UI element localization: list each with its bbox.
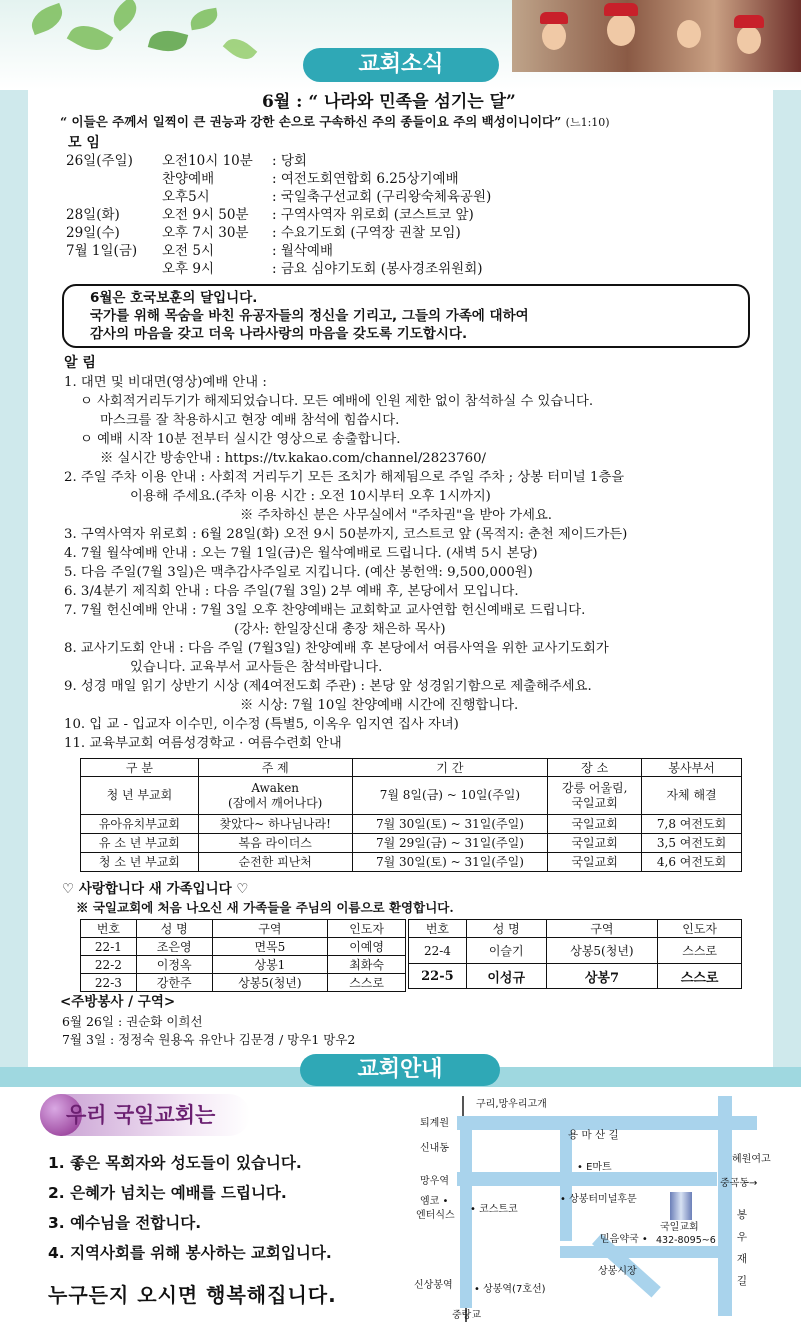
family-number: 22-3 [81,974,137,992]
announcement-line: 8. 교사기도회 안내 : 다음 주일 (7월3일) 찬양예배 후 본당에서 여름사역을 위한 교사기도회가 [64,641,609,656]
meeting-time: 오후 9시 [162,261,215,277]
notice-line: 국가를 위해 목숨을 바친 유공자들의 정신을 기리고, 그들의 가족에 대하여 [90,308,529,324]
map-label: 432-8095~6 [656,1235,716,1246]
map-label: 엔터식스 [416,1210,455,1221]
announcements-heading: 알 림 [64,355,96,371]
notice-line: 감사의 마음을 갖고 더욱 나라사랑의 마음을 갖도록 기도합시다. [90,326,468,342]
road-yongmasan [457,1116,757,1130]
meeting-day: 29일(수) [66,225,120,241]
family-name: 강한주 [136,974,212,992]
map-label: 믿음약국 • [600,1234,648,1245]
announcement-line: 5. 다음 주일(7월 3일)은 맥추감사주일로 지킵니다. (예산 봉헌액: 9,500,000원) [64,565,533,580]
family-guide: 스스로 [658,938,742,964]
map-label: 국일교회 [660,1222,699,1233]
announcement-line: 9. 성경 매일 읽기 상반기 시상 (제4여전도회 주관) : 본당 앞 성경읽기함으로 제출해주세요. [64,679,592,694]
heart-icon: ♡ [62,881,75,897]
program-division: 유 소 년 부교회 [81,834,199,853]
announcement-line: (강사: 한일장신대 총장 채은하 목사) [234,622,446,637]
table-row [81,938,406,956]
family-number: 22-5 [409,964,467,989]
family-district: 상봉7 [546,964,658,989]
table-header-row [81,759,742,777]
meeting-time: 오전10시 10분 [162,153,253,169]
table-row [81,853,742,872]
program-theme: Awaken (잠에서 깨어나다) [198,777,352,815]
table-header: 번호 [409,920,467,938]
meeting-time: 오후 7시 30분 [162,225,249,241]
table-row [81,777,742,815]
program-division: 유아유치부교회 [81,815,199,834]
theme-title: 6월 : “ 나라와 민족을 섬기는 달” [262,92,516,112]
map-label: • 상봉터미널후문 [560,1194,637,1205]
table-header: 봉사부서 [642,759,742,777]
program-place: 국일교회 [548,815,642,834]
new-family-table-right [408,919,742,989]
announcement-line: 1. 대면 및 비대면(영상)예배 안내 : [64,375,267,390]
table-header: 성 명 [466,920,546,938]
meeting-desc: : 월삭예배 [272,243,334,259]
church-point: 4. 지역사회를 위해 봉사하는 교회입니다. [48,1244,332,1262]
map-label: 중랑교 [452,1310,481,1321]
summer-programs-table [80,758,742,872]
news-banner [303,48,499,82]
info-banner-title: 교회안내 [357,1057,443,1082]
info-banner [300,1054,500,1086]
program-division: 청 년 부교회 [81,777,199,815]
table-header: 구 분 [81,759,199,777]
family-name: 이정옥 [136,956,212,974]
meeting-time: 오전 9시 50분 [162,207,249,223]
program-division: 청 소 년 부교회 [81,853,199,872]
church-point: 3. 예수님을 전합니다. [48,1214,202,1232]
arrow-up [462,1096,464,1116]
road-bongujae [718,1096,732,1316]
table-header: 구역 [212,920,328,938]
notice-line: 6월은 호국보훈의 달입니다. [90,290,258,306]
heart-icon: ♡ [236,881,249,897]
meeting-desc: : 구역사역자 위로회 (코스트코 앞) [272,207,474,223]
table-header: 기 간 [352,759,548,777]
program-theme: 찾았다~ 하나님나라! [198,815,352,834]
program-place: 강릉 어울림, 국일교회 [548,777,642,815]
theme-verse: “ 이들은 주께서 일찍이 큰 권능과 강한 손으로 구속하신 주의 종들이요 주의 백성이니이다” (느1:10) [60,114,610,129]
announcement-line: ※ 시상: 7월 10일 찬양예배 시간에 진행합니다. [240,698,519,713]
church-point: 2. 은혜가 넘치는 예배를 드립니다. [48,1184,287,1202]
map-label: 중곡동→ [720,1178,758,1189]
map-label: 신내동 [420,1143,449,1154]
program-period: 7월 30일(토) ~ 31일(주일) [352,853,548,872]
family-name: 조은영 [136,938,212,956]
church-point: 1. 좋은 목회자와 성도들이 있습니다. [48,1154,302,1172]
map-label: • 코스트코 [470,1204,518,1215]
table-row [81,974,406,992]
map-label: 상봉시장 [598,1266,637,1277]
family-number: 22-4 [409,938,467,964]
closing-text: 누구든지 오시면 행복해집니다. [48,1283,337,1307]
announcement-line: 10. 입 교 - 입교자 이수민, 이수정 (특별5, 이옥우 임지연 집사 자녀) [64,717,459,732]
map-label: • 상봉역(7호선) [474,1284,546,1295]
table-header: 인도자 [328,920,406,938]
new-family-subtitle: ※ 국일교회에 처음 나오신 새 가족들을 주님의 이름으로 환영합니다. [76,900,454,915]
family-name: 이성규 [466,964,546,989]
slogan-title: 우리 국일교회는 [66,1103,216,1127]
meeting-time: 오전 5시 [162,243,215,259]
announcement-line: 7. 7월 헌신예배 안내 : 7월 3일 오후 찬양예배는 교회학교 교사연합 헌신예배로 드립니다. [64,603,586,618]
family-guide: 스스로 [328,974,406,992]
announcement-line: 3. 구역사역자 위로회 : 6월 28일(화) 오전 9시 50분까지, 코스트코 앞 (목적지: 춘천 제이드가든) [64,527,628,542]
choir-photo [512,0,801,72]
table-row [409,938,742,964]
news-banner-title: 교회소식 [358,52,444,77]
announcement-line: 4. 7월 월삭예배 안내 : 오는 7월 1일(금)은 월삭예배로 드립니다. (새벽 5시 본당) [64,546,538,561]
map-label: 망우역 [420,1176,449,1187]
meeting-desc: : 국일축구선교회 (구리왕숙체육공원) [272,189,492,205]
church-map [412,1096,771,1324]
announcement-line: 11. 교육부교회 여름성경학교 · 여름수련회 안내 [64,736,342,751]
map-label: 신상봉역 [414,1280,453,1291]
road-mangu [457,1172,717,1186]
program-dept: 4,6 여전도회 [642,853,742,872]
program-theme: 복음 라이더스 [198,834,352,853]
map-label: • E마트 [577,1162,612,1173]
announcement-line: 2. 주일 주차 이용 안내 : 사회적 거리두기 모든 조치가 해제됨으로 주일 주차 ; 상봉 터미널 1층을 [64,470,625,485]
family-number: 22-2 [81,956,137,974]
family-district: 상봉5(청년) [546,938,658,964]
table-header: 성 명 [136,920,212,938]
meetings-heading: 모 임 [68,135,100,151]
kitchen-line: 6월 26일 : 권순화 이희선 [62,1014,203,1029]
meeting-time: 오후5시 [162,189,210,205]
table-row [81,834,742,853]
family-name: 이슬기 [466,938,546,964]
announcement-line: 이용해 주세요.(주차 이용 시간 : 오전 10시부터 오후 1시까지) [130,489,491,504]
table-header: 번호 [81,920,137,938]
family-district: 상봉1 [212,956,328,974]
family-district: 상봉5(청년) [212,974,328,992]
announcement-line: ※ 주차하신 분은 사무실에서 "주차권"을 받아 가세요. [240,508,553,523]
family-number: 22-1 [81,938,137,956]
program-theme: 순전한 피난처 [198,853,352,872]
announcement-line: 6. 3/4분기 제직회 안내 : 다음 주일(7월 3일) 2부 예배 후, 본당에서 모입니다. [64,584,519,599]
meeting-desc: : 당회 [272,153,307,169]
road-market [560,1246,732,1258]
program-place: 국일교회 [548,853,642,872]
program-period: 7월 8일(금) ~ 10일(주일) [352,777,548,815]
new-family-heading: ♡ 사랑합니다 새 가족입니다 ♡ [62,881,249,897]
map-label: 혜원여고 [732,1154,771,1165]
meeting-desc: : 수요기도회 (구역장 권찰 모임) [272,225,461,241]
meeting-day: 28일(화) [66,207,120,223]
program-dept: 자체 해결 [642,777,742,815]
announcement-line: ※ 실시간 방송안내 : https://tv.kakao.com/channel/2823760/ [100,451,487,466]
table-row [81,956,406,974]
program-dept: 3,5 여전도회 [642,834,742,853]
meeting-time: 찬양예배 [162,171,215,187]
meeting-day: 7월 1일(금) [66,243,138,259]
announcement-line: ㅇ 사회적거리두기가 해제되었습니다. 모든 예배에 인원 제한 없이 참석하실 수 있습니다. [80,394,594,409]
announcement-line: ㅇ 예배 시작 10분 전부터 실시간 영상으로 송출합니다. [80,432,401,447]
meeting-desc: : 금요 심야기도회 (봉사경조위원회) [272,261,483,277]
map-label: 퇴계원 [420,1118,449,1129]
family-guide: 최화숙 [328,956,406,974]
new-family-table-left [80,919,406,992]
program-place: 국일교회 [548,834,642,853]
map-label: 봉우재길 [736,1209,748,1287]
table-row [81,815,742,834]
table-row [409,964,742,989]
program-dept: 7,8 여전도회 [642,815,742,834]
table-header: 주 제 [198,759,352,777]
church-building-icon [670,1192,692,1220]
meeting-day: 26일(주일) [66,153,133,169]
map-label: 구리,망우리고개 [476,1099,547,1110]
meeting-desc: : 여전도회연합회 6.25상기예배 [272,171,459,187]
program-period: 7월 29일(금) ~ 31일(주일) [352,834,548,853]
announcement-line: 있습니다. 교육부서 교사들은 참석바랍니다. [130,660,383,675]
program-period: 7월 30일(토) ~ 31일(주일) [352,815,548,834]
announcement-line: 마스크를 잘 착용하시고 현장 예배 참석에 힘씁시다. [100,413,400,428]
family-district: 면목5 [212,938,328,956]
table-header: 인도자 [658,920,742,938]
family-guide: 스스로 [658,964,742,989]
map-label: 엠코 • [420,1196,449,1207]
family-guide: 이예영 [328,938,406,956]
kitchen-line: 7월 3일 : 정정숙 원용옥 유안나 김문경 / 망우1 망우2 [62,1032,356,1047]
kitchen-heading: <주방봉사 / 구역> [60,994,176,1010]
table-header: 장 소 [548,759,642,777]
table-header: 구역 [546,920,658,938]
map-label: 용 마 산 길 [568,1129,619,1141]
